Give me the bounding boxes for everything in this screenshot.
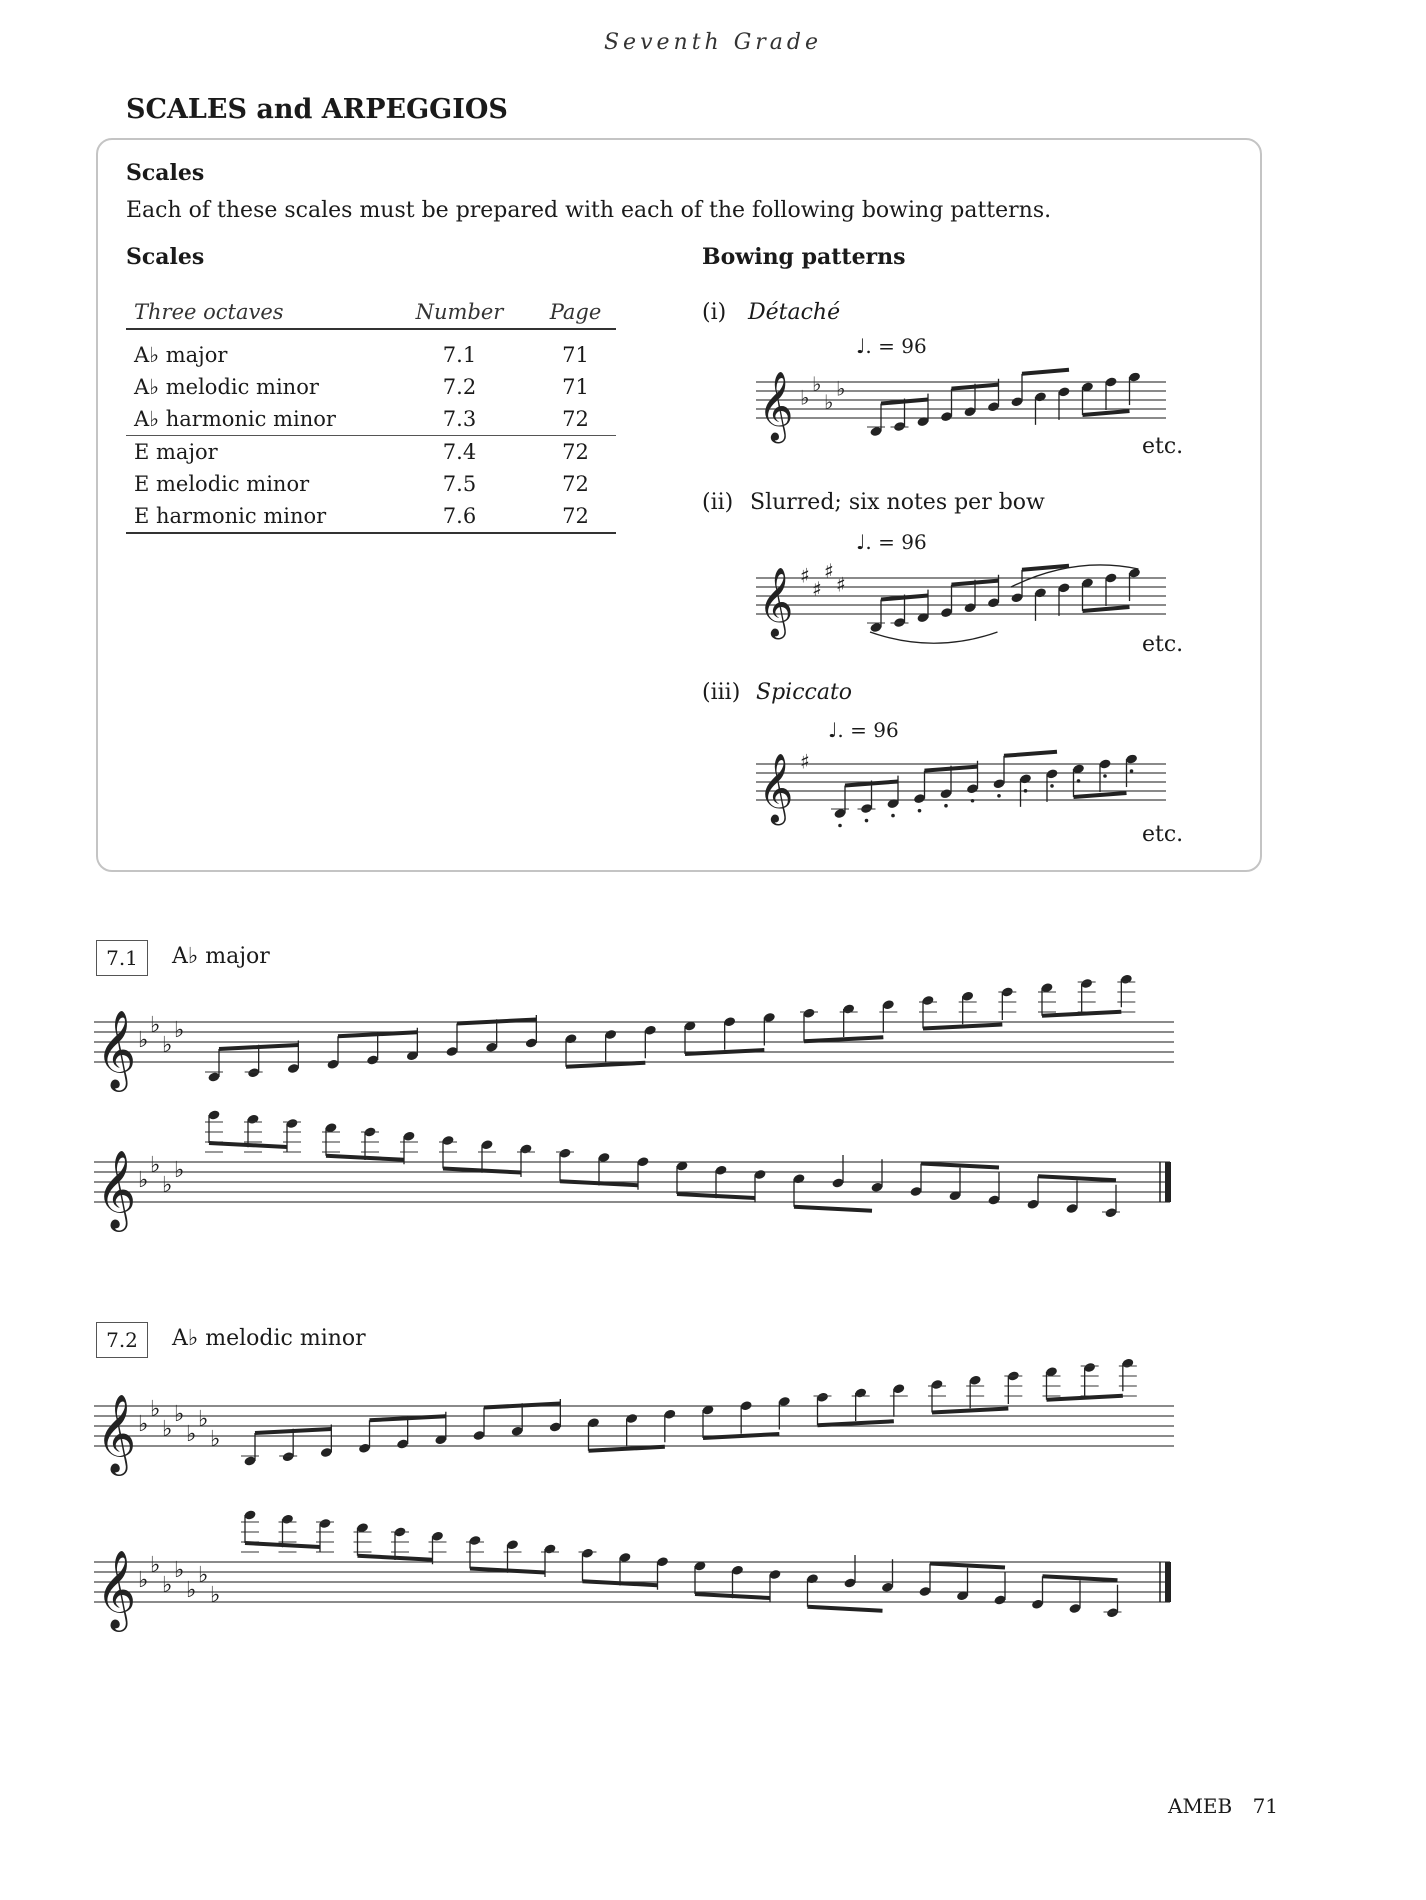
- number-cell: 7.5: [442, 472, 477, 496]
- tempo-marking: ♩. = 96: [856, 530, 927, 554]
- table-row: [126, 436, 616, 469]
- flat-icon: ♭: [198, 1407, 209, 1432]
- treble-clef-icon: 𝄞: [758, 753, 794, 823]
- treble-clef-icon: 𝄞: [96, 1010, 137, 1089]
- treble-clef-icon: 𝄞: [758, 371, 794, 441]
- exercise-title: A♭ major: [172, 944, 270, 969]
- scales-table: [126, 300, 616, 534]
- treble-clef-icon: 𝄞: [96, 1394, 137, 1473]
- etc-label: etc.: [1142, 632, 1184, 657]
- flat-icon: ♭: [174, 1558, 185, 1583]
- music-staff: [756, 560, 1166, 640]
- table-row: [126, 468, 616, 500]
- flat-icon: ♭: [186, 1578, 197, 1603]
- scale-cell: E major: [126, 436, 384, 469]
- bowing-name: Slurred; six notes per bow: [750, 490, 1045, 515]
- table-row: [126, 329, 616, 371]
- flat-icon: ♭: [150, 1013, 161, 1038]
- flat-icon: ♭: [198, 1563, 209, 1588]
- page-footer: [1168, 1794, 1278, 1818]
- etc-label: etc.: [1142, 434, 1184, 459]
- flat-icon: ♭: [150, 1153, 161, 1178]
- bowing-name: Spiccato: [756, 680, 853, 705]
- scale-cell: E harmonic minor: [126, 500, 384, 533]
- flat-icon: ♭: [174, 1158, 185, 1183]
- page-cell: 72: [562, 407, 589, 431]
- table-row: [126, 403, 616, 436]
- treble-clef-icon: 𝄞: [96, 1150, 137, 1229]
- flat-icon: ♭: [210, 1583, 221, 1608]
- scale-cell: A♭ harmonic minor: [134, 407, 336, 431]
- flat-icon: ♭: [800, 385, 810, 410]
- treble-clef-icon: 𝄞: [96, 1550, 137, 1629]
- table-row: [126, 500, 616, 533]
- page-cell: 72: [527, 500, 616, 533]
- music-staff: [94, 986, 1174, 1096]
- scale-cell: A♭ major: [134, 343, 228, 367]
- exercise-number: 7.2: [96, 1322, 148, 1358]
- flat-icon: ♭: [138, 1028, 149, 1053]
- flat-icon: ♭: [138, 1168, 149, 1193]
- flat-icon: ♭: [162, 1173, 173, 1198]
- panel-heading: Scales: [126, 160, 205, 186]
- sharp-icon: ♯: [812, 577, 822, 601]
- tempo-marking: ♩. = 96: [856, 334, 927, 358]
- number-cell: 7.1: [442, 343, 477, 367]
- column-header: Number: [384, 300, 527, 329]
- column-header: Page: [527, 300, 616, 329]
- scale-cell: E melodic minor: [134, 472, 310, 496]
- bowing-heading: Bowing patterns: [702, 244, 906, 270]
- flat-icon: ♭: [150, 1397, 161, 1422]
- bowing-numeral: (ii): [702, 490, 734, 515]
- flat-icon: ♭: [150, 1553, 161, 1578]
- flat-icon: ♭: [836, 376, 846, 401]
- music-staff: [94, 1370, 1174, 1480]
- flat-icon: ♭: [210, 1427, 221, 1452]
- number-cell: 7.6: [384, 500, 527, 533]
- page-number: 71: [1252, 1794, 1279, 1818]
- sharp-icon: ♯: [800, 563, 810, 588]
- exercise-number: 7.1: [96, 940, 148, 976]
- page-cell: 71: [562, 375, 589, 399]
- table-header-row: [126, 300, 616, 329]
- page-cell: 72: [562, 472, 589, 496]
- etc-label: etc.: [1142, 822, 1184, 847]
- page-cell: 71: [562, 343, 589, 367]
- sharp-icon: ♯: [836, 572, 846, 597]
- flat-icon: ♭: [824, 390, 834, 414]
- bowing-numeral: (i): [702, 300, 727, 325]
- flat-icon: ♭: [174, 1018, 185, 1043]
- number-cell: 7.2: [442, 375, 477, 399]
- bowing-name: Détaché: [748, 300, 841, 325]
- number-cell: 7.3: [442, 407, 477, 431]
- bowing-numeral: (iii): [702, 680, 741, 705]
- running-head: Seventh Grade: [603, 30, 823, 55]
- music-staff: [756, 746, 1166, 826]
- flat-icon: ♭: [186, 1422, 197, 1447]
- scale-cell: A♭ melodic minor: [134, 375, 319, 399]
- exercise-title: A♭ melodic minor: [172, 1326, 366, 1351]
- music-staff: [756, 364, 1166, 444]
- flat-icon: ♭: [174, 1402, 185, 1427]
- page-cell: 72: [527, 436, 616, 469]
- treble-clef-icon: 𝄞: [758, 567, 794, 637]
- flat-icon: ♭: [162, 1417, 173, 1442]
- music-staff: [94, 1526, 1174, 1636]
- publisher-label: AMEB: [1168, 1794, 1233, 1818]
- table-heading: Scales: [126, 244, 205, 270]
- column-header: Three octaves: [126, 300, 384, 329]
- table-row: [126, 371, 616, 403]
- flat-icon: ♭: [138, 1412, 149, 1437]
- sharp-icon: ♯: [824, 559, 834, 583]
- section-title: SCALES and ARPEGGIOS: [126, 94, 508, 125]
- flat-icon: ♭: [812, 372, 822, 396]
- number-cell: 7.4: [384, 436, 527, 469]
- music-staff: [94, 1126, 1174, 1236]
- panel-instruction: Each of these scales must be prepared with each of the following bowing patterns.: [126, 198, 1052, 223]
- flat-icon: ♭: [162, 1573, 173, 1598]
- flat-icon: ♭: [138, 1568, 149, 1593]
- sharp-icon: ♯: [800, 749, 810, 774]
- flat-icon: ♭: [162, 1033, 173, 1058]
- tempo-marking: ♩. = 96: [828, 718, 899, 742]
